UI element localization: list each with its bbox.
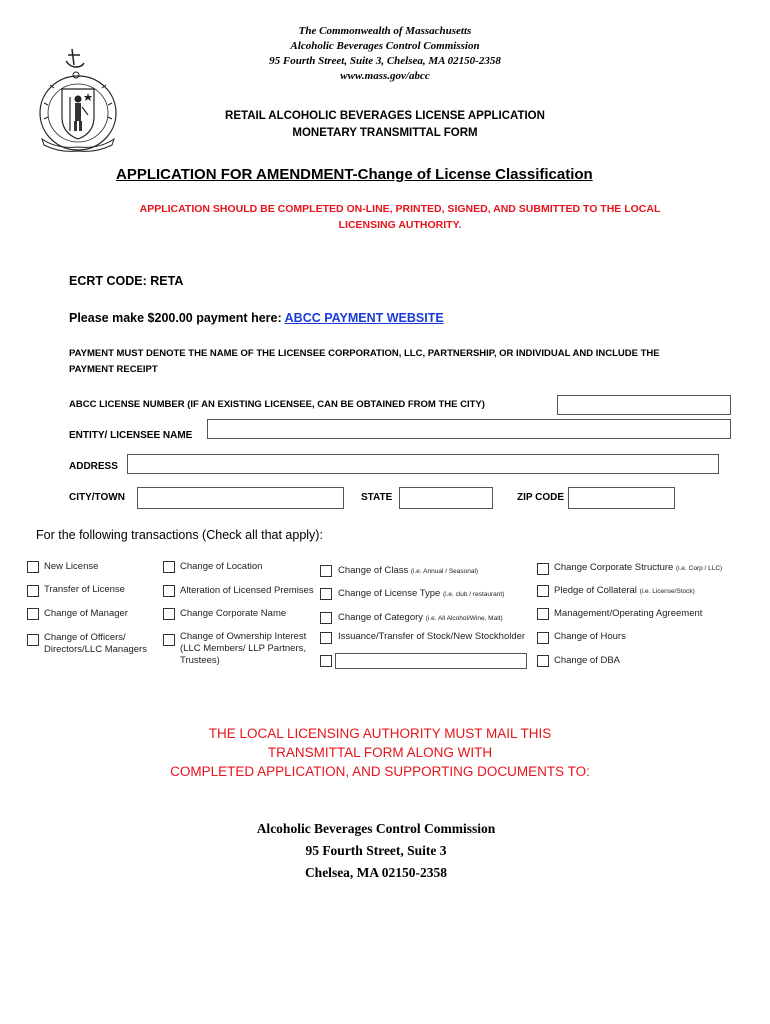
form-title-line2: MONETARY TRANSMITTAL FORM <box>292 127 478 139</box>
mail-address-line1: Alcoholic Beverages Control Commission <box>256 821 496 836</box>
change-category-note: (i.e. All Alcohol/Wine, Malt) <box>425 615 503 622</box>
main-title: APPLICATION FOR AMENDMENT-Change of License Classification <box>116 166 593 183</box>
label-pledge-collateral: Pledge of Collateral (i.e. License/Stock) <box>554 585 695 596</box>
label-change-category: Change of Category (i.e. All Alcohol/Wine, Malt) <box>338 612 503 623</box>
checkbox-new-license[interactable] <box>27 561 39 573</box>
city-field[interactable] <box>137 487 344 509</box>
other-field[interactable] <box>335 653 527 669</box>
ecrt-code: ECRT CODE: RETA <box>69 274 184 288</box>
label-alteration-premises: Alteration of Licensed Premises <box>180 585 314 596</box>
label-change-location: Change of Location <box>180 561 263 572</box>
state-label: STATE <box>361 492 393 503</box>
mail-address-line3: Chelsea, MA 02150-2358 <box>304 865 448 880</box>
checkbox-pledge-collateral[interactable] <box>537 585 549 597</box>
checkbox-change-corp-name[interactable] <box>163 608 175 620</box>
label-change-hours: Change of Hours <box>554 631 626 642</box>
checkbox-change-manager[interactable] <box>27 608 39 620</box>
payment-note-line1: PAYMENT MUST DENOTE THE NAME OF THE LICENSEE CORPORATION, LLC, PARTNERSHIP, OR INDIVIDUAL AND INCLUDE THE <box>69 348 660 359</box>
header-website: www.mass.gov/abcc <box>340 70 430 82</box>
red-notice-line1: APPLICATION SHOULD BE COMPLETED ON-LINE, PRINTED, SIGNED, AND SUBMITTED TO THE LOCAL <box>139 203 661 215</box>
zip-label: ZIP CODE <box>517 492 565 503</box>
address-field[interactable] <box>127 454 719 474</box>
payment-line <box>69 311 444 325</box>
header-commonwealth: The Commonwealth of Massachusetts <box>298 25 472 37</box>
state-field[interactable] <box>399 487 493 509</box>
form-title-line1: RETAIL ALCOHOLIC BEVERAGES LICENSE APPLICATION <box>225 110 545 122</box>
payment-prefix: Please make $200.00 payment here: <box>69 311 285 325</box>
checkbox-change-corp-structure[interactable] <box>537 563 549 575</box>
city-label: CITY/TOWN <box>69 492 125 503</box>
address-label: ADDRESS <box>69 461 118 472</box>
label-change-corp-structure: Change Corporate Structure (i.e. Corp / LLC) <box>554 562 723 573</box>
label-change-license-type: Change of License Type (i.e. club / restaurant) <box>338 588 505 599</box>
checkbox-change-category[interactable] <box>320 612 332 624</box>
checkbox-other[interactable] <box>320 655 332 667</box>
checkbox-change-officers[interactable] <box>27 634 39 646</box>
label-change-class: Change of Class (i.e. Annual / Seasonal) <box>338 565 479 576</box>
pledge-collateral-note: (i.e. License/Stock) <box>639 588 695 595</box>
checkbox-change-location[interactable] <box>163 561 175 573</box>
label-transfer-license: Transfer of License <box>44 584 125 595</box>
label-issuance-transfer-stock: Issuance/Transfer of Stock/New Stockholder <box>338 631 526 642</box>
label-change-dba: Change of DBA <box>554 655 621 666</box>
label-change-corp-name: Change Corporate Name <box>180 608 287 619</box>
mail-notice-line2: TRANSMITTAL FORM ALONG WITH <box>267 745 493 760</box>
license-number-field[interactable] <box>557 395 731 415</box>
label-change-ownership-2: (LLC Members/ LLP Partners, <box>180 643 307 654</box>
label-new-license: New License <box>44 561 99 572</box>
header-commission: Alcoholic Beverages Control Commission <box>290 40 480 52</box>
label-management-agreement: Management/Operating Agreement <box>554 608 703 619</box>
checkbox-change-ownership[interactable] <box>163 634 175 646</box>
label-change-officers-1: Change of Officers/ <box>44 632 126 643</box>
change-license-type-note: (i.e. club / restaurant) <box>442 591 505 598</box>
entity-name-field[interactable] <box>207 419 731 439</box>
zip-field[interactable] <box>568 487 675 509</box>
change-corp-structure-note: (i.e. Corp / LLC) <box>675 565 723 572</box>
checkbox-transfer-license[interactable] <box>27 585 39 597</box>
header-address: 95 Fourth Street, Suite 3, Chelsea, MA 02150-2358 <box>269 55 501 67</box>
checkbox-change-dba[interactable] <box>537 655 549 667</box>
change-class-note: (i.e. Annual / Seasonal) <box>410 568 479 575</box>
checkbox-change-license-type[interactable] <box>320 588 332 600</box>
red-notice-line2: LICENSING AUTHORITY. <box>338 219 462 231</box>
label-change-ownership-1: Change of Ownership Interest <box>180 631 307 642</box>
checkbox-management-agreement[interactable] <box>537 608 549 620</box>
checkbox-alteration-premises[interactable] <box>163 585 175 597</box>
entity-name-label: ENTITY/ LICENSEE NAME <box>69 430 193 441</box>
label-change-manager: Change of Manager <box>44 608 128 619</box>
payment-note-line2: PAYMENT RECEIPT <box>69 364 158 375</box>
mail-notice-line1: THE LOCAL LICENSING AUTHORITY MUST MAIL THIS <box>208 726 552 741</box>
transactions-heading: For the following transactions (Check all that apply): <box>36 528 323 542</box>
label-change-ownership-3: Trustees) <box>180 655 220 666</box>
payment-website-link[interactable]: ABCC PAYMENT WEBSITE <box>284 311 444 325</box>
checkbox-change-class[interactable] <box>320 565 332 577</box>
mail-notice-line3: COMPLETED APPLICATION, AND SUPPORTING DOCUMENTS TO: <box>170 764 590 779</box>
checkbox-change-hours[interactable] <box>537 632 549 644</box>
label-change-officers-2: Directors/LLC Managers <box>44 644 147 655</box>
license-number-label: ABCC LICENSE NUMBER (IF AN EXISTING LICENSEE, CAN BE OBTAINED FROM THE CITY) <box>69 399 485 410</box>
checkbox-issuance-transfer-stock[interactable] <box>320 632 332 644</box>
mail-address-line2: 95 Fourth Street, Suite 3 <box>305 843 447 858</box>
